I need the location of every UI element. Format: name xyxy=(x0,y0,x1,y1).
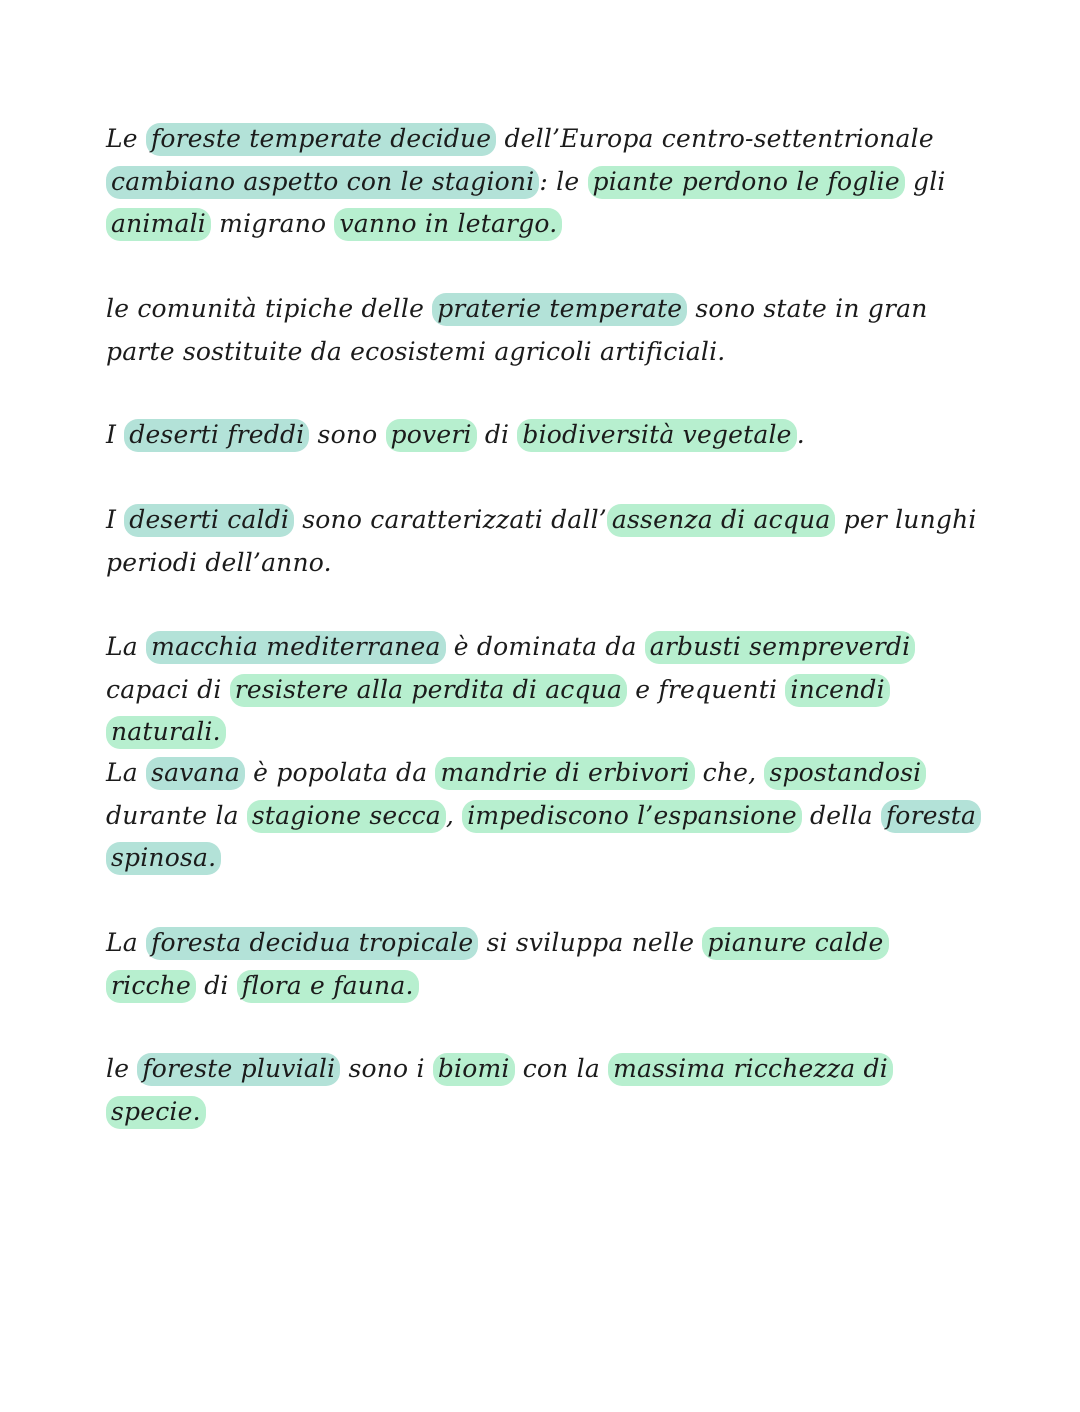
text-segment: I xyxy=(106,420,125,449)
highlighted-text: stagione secca xyxy=(247,800,446,833)
text-segment: La xyxy=(106,928,147,957)
highlighted-text: deserti freddi xyxy=(124,419,309,452)
text-segment: gli xyxy=(904,166,946,196)
text-segment: sono xyxy=(309,420,386,449)
text-segment: La xyxy=(106,632,147,661)
text-segment: capaci di xyxy=(106,674,230,704)
text-segment: è popolata da xyxy=(245,758,436,787)
paragraph-tropical-deciduous-forest xyxy=(106,922,986,1007)
text-segment: . xyxy=(796,420,805,449)
text-segment: è dominata da xyxy=(445,632,645,661)
highlighted-text: foreste temperate decidue xyxy=(146,123,496,156)
paragraph-temperate-forests xyxy=(106,118,986,246)
paragraph-cold-deserts xyxy=(106,414,986,457)
highlighted-text: incendi naturali. xyxy=(106,674,890,750)
text-segment: sono i xyxy=(340,1054,433,1083)
paragraph-mediterranean-scrub xyxy=(106,626,986,754)
highlighted-text: poveri xyxy=(386,419,477,452)
text-segment: che, xyxy=(694,758,765,787)
text-segment: e frequenti xyxy=(627,674,786,704)
text-segment: della xyxy=(801,800,881,830)
highlighted-text: foresta decidua tropicale xyxy=(146,927,478,960)
text-segment: con la xyxy=(514,1054,609,1083)
highlighted-text: biodiversità vegetale xyxy=(517,419,796,452)
highlighted-text: ricche xyxy=(106,970,196,1003)
highlighted-text: animali xyxy=(106,208,211,241)
highlighted-text: mandrie di erbivori xyxy=(435,757,694,790)
text-segment: le xyxy=(106,1054,138,1083)
text-segment: sono caratterizzati dall’ xyxy=(294,505,607,534)
highlighted-text: cambiano aspetto con le stagioni xyxy=(106,166,539,199)
text-segment: dell’Europa centro-settentrionale xyxy=(496,124,934,153)
text-segment: migrano xyxy=(211,209,335,238)
paragraph-hot-deserts xyxy=(106,499,986,584)
text-segment: di xyxy=(196,970,237,1000)
highlighted-text: macchia mediterranea xyxy=(146,631,446,664)
text-segment: I xyxy=(106,505,125,534)
highlighted-text: impediscono l’espansione xyxy=(462,800,802,833)
text-segment: durante la xyxy=(106,800,247,830)
highlighted-text: biomi xyxy=(433,1053,515,1086)
highlighted-text: arbusti sempreverdi xyxy=(645,631,916,664)
text-segment: si sviluppa nelle xyxy=(478,928,703,957)
highlighted-text: foreste pluviali xyxy=(137,1053,340,1086)
text-segment: : le xyxy=(539,166,588,196)
highlighted-text: resistere alla perdita di acqua xyxy=(230,674,627,707)
highlighted-text: praterie temperate xyxy=(432,293,687,326)
text-segment: di xyxy=(476,420,518,449)
text-segment: , xyxy=(445,800,463,830)
text-segment: le comunità tipiche delle xyxy=(106,294,433,323)
highlighted-text: flora e fauna. xyxy=(237,970,419,1003)
highlighted-text: piante perdono le foglie xyxy=(588,166,905,199)
highlighted-text: assenza di acqua xyxy=(607,504,836,537)
paragraph-savanna xyxy=(106,752,986,880)
highlighted-text: savana xyxy=(146,757,245,790)
paragraph-temperate-grasslands xyxy=(106,288,986,373)
highlighted-text: pianure calde xyxy=(702,927,888,960)
text-segment: Le xyxy=(106,124,146,153)
text-segment: per lunghi periodi dell’anno. xyxy=(106,505,977,577)
highlighted-text: spostandosi xyxy=(764,757,926,790)
highlighted-text: deserti caldi xyxy=(124,504,294,537)
highlighted-text: foresta spinosa. xyxy=(106,800,981,876)
highlighted-text: massima ricchezza di specie. xyxy=(106,1053,893,1129)
text-segment: sono state in gran parte sostituite da ecosistemi agricoli artificiali. xyxy=(106,294,928,366)
paragraph-rainforests xyxy=(106,1048,986,1133)
highlighted-text: vanno in letargo. xyxy=(334,208,562,241)
text-segment: La xyxy=(106,758,147,787)
